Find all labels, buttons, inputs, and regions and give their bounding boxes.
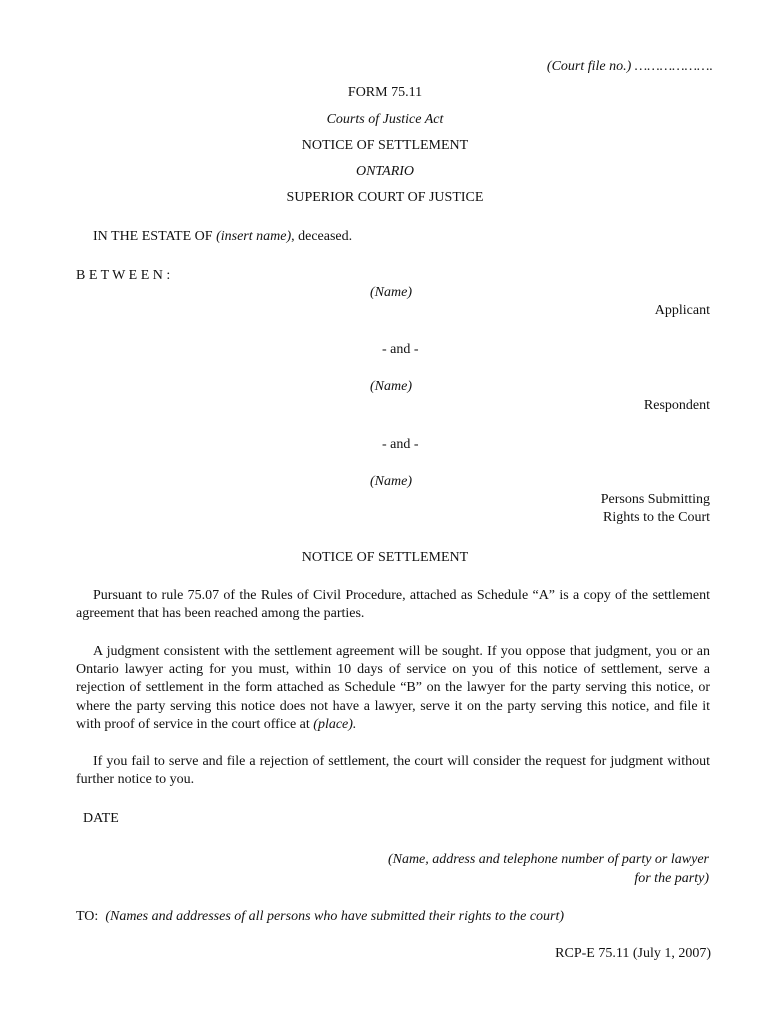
paragraph-failure-text: If you fail to serve and file a rejection of settlement, the court will consider the request for judgment without further notice to you.: [76, 754, 710, 788]
paragraph-rule: [76, 587, 710, 623]
court-office-place: (place).: [313, 716, 357, 732]
party-role: Respondent: [643, 398, 710, 413]
court-file-number: (Court file no.) ……………….: [546, 59, 713, 74]
form-number: FORM 75.11: [347, 85, 423, 100]
paragraph-failure: [76, 753, 710, 789]
signature-line-2: for the party): [634, 871, 709, 886]
party-role: Rights to the Court: [603, 510, 710, 525]
court-name: SUPERIOR COURT OF JUSTICE: [286, 190, 484, 205]
to-line: [76, 908, 564, 926]
signature-line-1: (Name, address and telephone number of party or lawyer: [387, 852, 709, 867]
date-label: DATE: [83, 811, 119, 826]
estate-prefix: IN THE ESTATE OF: [93, 229, 217, 244]
between-label: B E T W E E N :: [76, 268, 171, 283]
party-name: (Name): [370, 474, 412, 489]
estate-line: [93, 228, 352, 246]
paragraph-judgment: [76, 643, 710, 734]
party-role: Persons Submitting: [600, 492, 710, 507]
to-label: TO:: [76, 909, 99, 924]
party-role: Applicant: [654, 303, 710, 318]
act-name: Courts of Justice Act: [326, 112, 444, 127]
paragraph-judgment-text: A judgment consistent with the settlement agreement will be sought. If you oppose that judgment, you or an Ontario lawyer acting for you must, within 10 days of service on you of this notice of settlement, serve a rejection of settlement in the form attached as Schedule “B” on the lawyer for the party serving this notice, or where the party serving this notice does not have a lawyer, serve it on the party serving this notice, and file it with proof of service in the court office at: [76, 644, 710, 732]
party-name: (Name): [370, 285, 412, 300]
estate-name-placeholder: (insert name): [216, 229, 292, 244]
section-heading: NOTICE OF SETTLEMENT: [301, 550, 469, 565]
estate-suffix: , deceased.: [291, 229, 353, 244]
form-title: NOTICE OF SETTLEMENT: [301, 138, 469, 153]
and-separator: - and -: [382, 437, 419, 452]
and-separator: - and -: [382, 342, 419, 357]
party-name: (Name): [370, 379, 412, 394]
to-recipients: (Names and addresses of all persons who have submitted their rights to the court): [105, 909, 565, 924]
province: ONTARIO: [355, 164, 415, 179]
paragraph-rule-text: Pursuant to rule 75.07 of the Rules of Civil Procedure, attached as Schedule “A” is a copy of the settlement agreement that has been reached among the parties.: [76, 588, 710, 622]
form-footer-code: RCP-E 75.11 (July 1, 2007): [555, 946, 711, 961]
